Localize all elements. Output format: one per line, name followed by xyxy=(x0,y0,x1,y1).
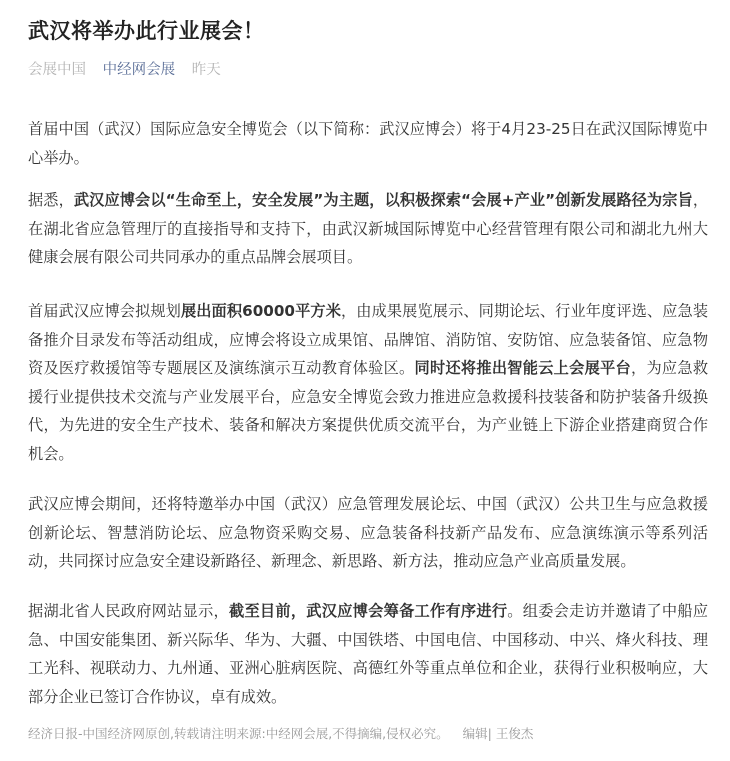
copyright-notice: 经济日报-中国经济网原创,转载请注明来源:中经网会展,不得摘编,侵权必究。 xyxy=(28,726,449,741)
text-segment: 武汉应博会期间，还将特邀举办中国（武汉）应急管理发展论坛、中国（武汉）公共卫生与应急救援创新论坛、智慧消防论坛、应急物资采购交易、应急装备科技新产品发布、应急演练演示等系列活动，共同探讨应急安全建设新路径、新理念、新思路、新方法，推动应急产业高质量发展。 xyxy=(28,495,708,571)
bold-text-segment: 武汉应博会以“生命至上，安全发展”为主题，以积极探索“会展+产业”创新发展路径为宗旨 xyxy=(73,191,693,209)
bold-text-segment: 展出面积60000平方米 xyxy=(180,302,341,320)
text-segment: ，由成果展览展示、同期论坛、行业年度评选、应急装备推介目录发布等活动组成，应博会将设立成果馆、品牌馆、消防馆、安防馆、应急装备馆、应急物资及医疗救援馆等专题展区及演练演示互动教育体验区。 xyxy=(28,302,709,378)
bold-text-segment: 截至目前，武汉应博会筹备工作有序进行 xyxy=(229,602,508,620)
text-segment: 。组委会走访并邀请了中船应急、中国安能集团、新兴际华、华为、大疆、中国铁塔、中国电信、中国移动、中兴、烽火科技、理工光科、视联动力、九州通、亚洲心脏病医院、高德红外等重点单位和企业，获得行业积极响应，大部分企业已签订合作协议，卓有成效。 xyxy=(28,602,709,706)
article-title: 武汉将举办此行业展会！ xyxy=(28,19,265,43)
editor-credit: 编辑| 王俊杰 xyxy=(462,726,534,741)
article-footer xyxy=(28,724,533,744)
paragraph-5 xyxy=(28,597,708,711)
source-label: 会展中国 xyxy=(28,62,86,78)
account-link[interactable]: 中经网会展 xyxy=(102,62,176,78)
article-meta xyxy=(28,58,233,82)
text-segment: 首届武汉应博会拟规划 xyxy=(28,302,181,320)
paragraph-2 xyxy=(28,186,708,272)
text-segment: 首届中国（武汉）国际应急安全博览会（以下简称：武汉应博会）将于4月23-25日在武汉国际博览中心举办。 xyxy=(28,120,708,167)
text-segment: 据湖北省人民政府网站显示， xyxy=(28,602,229,620)
paragraph-3 xyxy=(28,297,708,469)
text-segment: ，为应急救援行业提供技术交流与产业发展平台，应急安全博览会致力推进应急救援科技装备和防护装备升级换代，为先进的安全生产技术、装备和解决方案提供优质交流平台，为产业链上下游企业搭建商贸合作机会。 xyxy=(28,359,709,463)
text-segment: ，在湖北省应急管理厅的直接指导和支持下，由武汉新城国际博览中心经营管理有限公司和湖北九州大健康会展有限公司共同承办的重点品牌会展项目。 xyxy=(28,191,708,267)
text-segment: 据悉， xyxy=(28,191,74,209)
bold-text-segment: 同时还将推出智能云上会展平台 xyxy=(414,359,631,378)
paragraph-1 xyxy=(28,115,708,172)
publish-time: 昨天 xyxy=(191,62,221,78)
paragraph-4 xyxy=(28,490,708,576)
